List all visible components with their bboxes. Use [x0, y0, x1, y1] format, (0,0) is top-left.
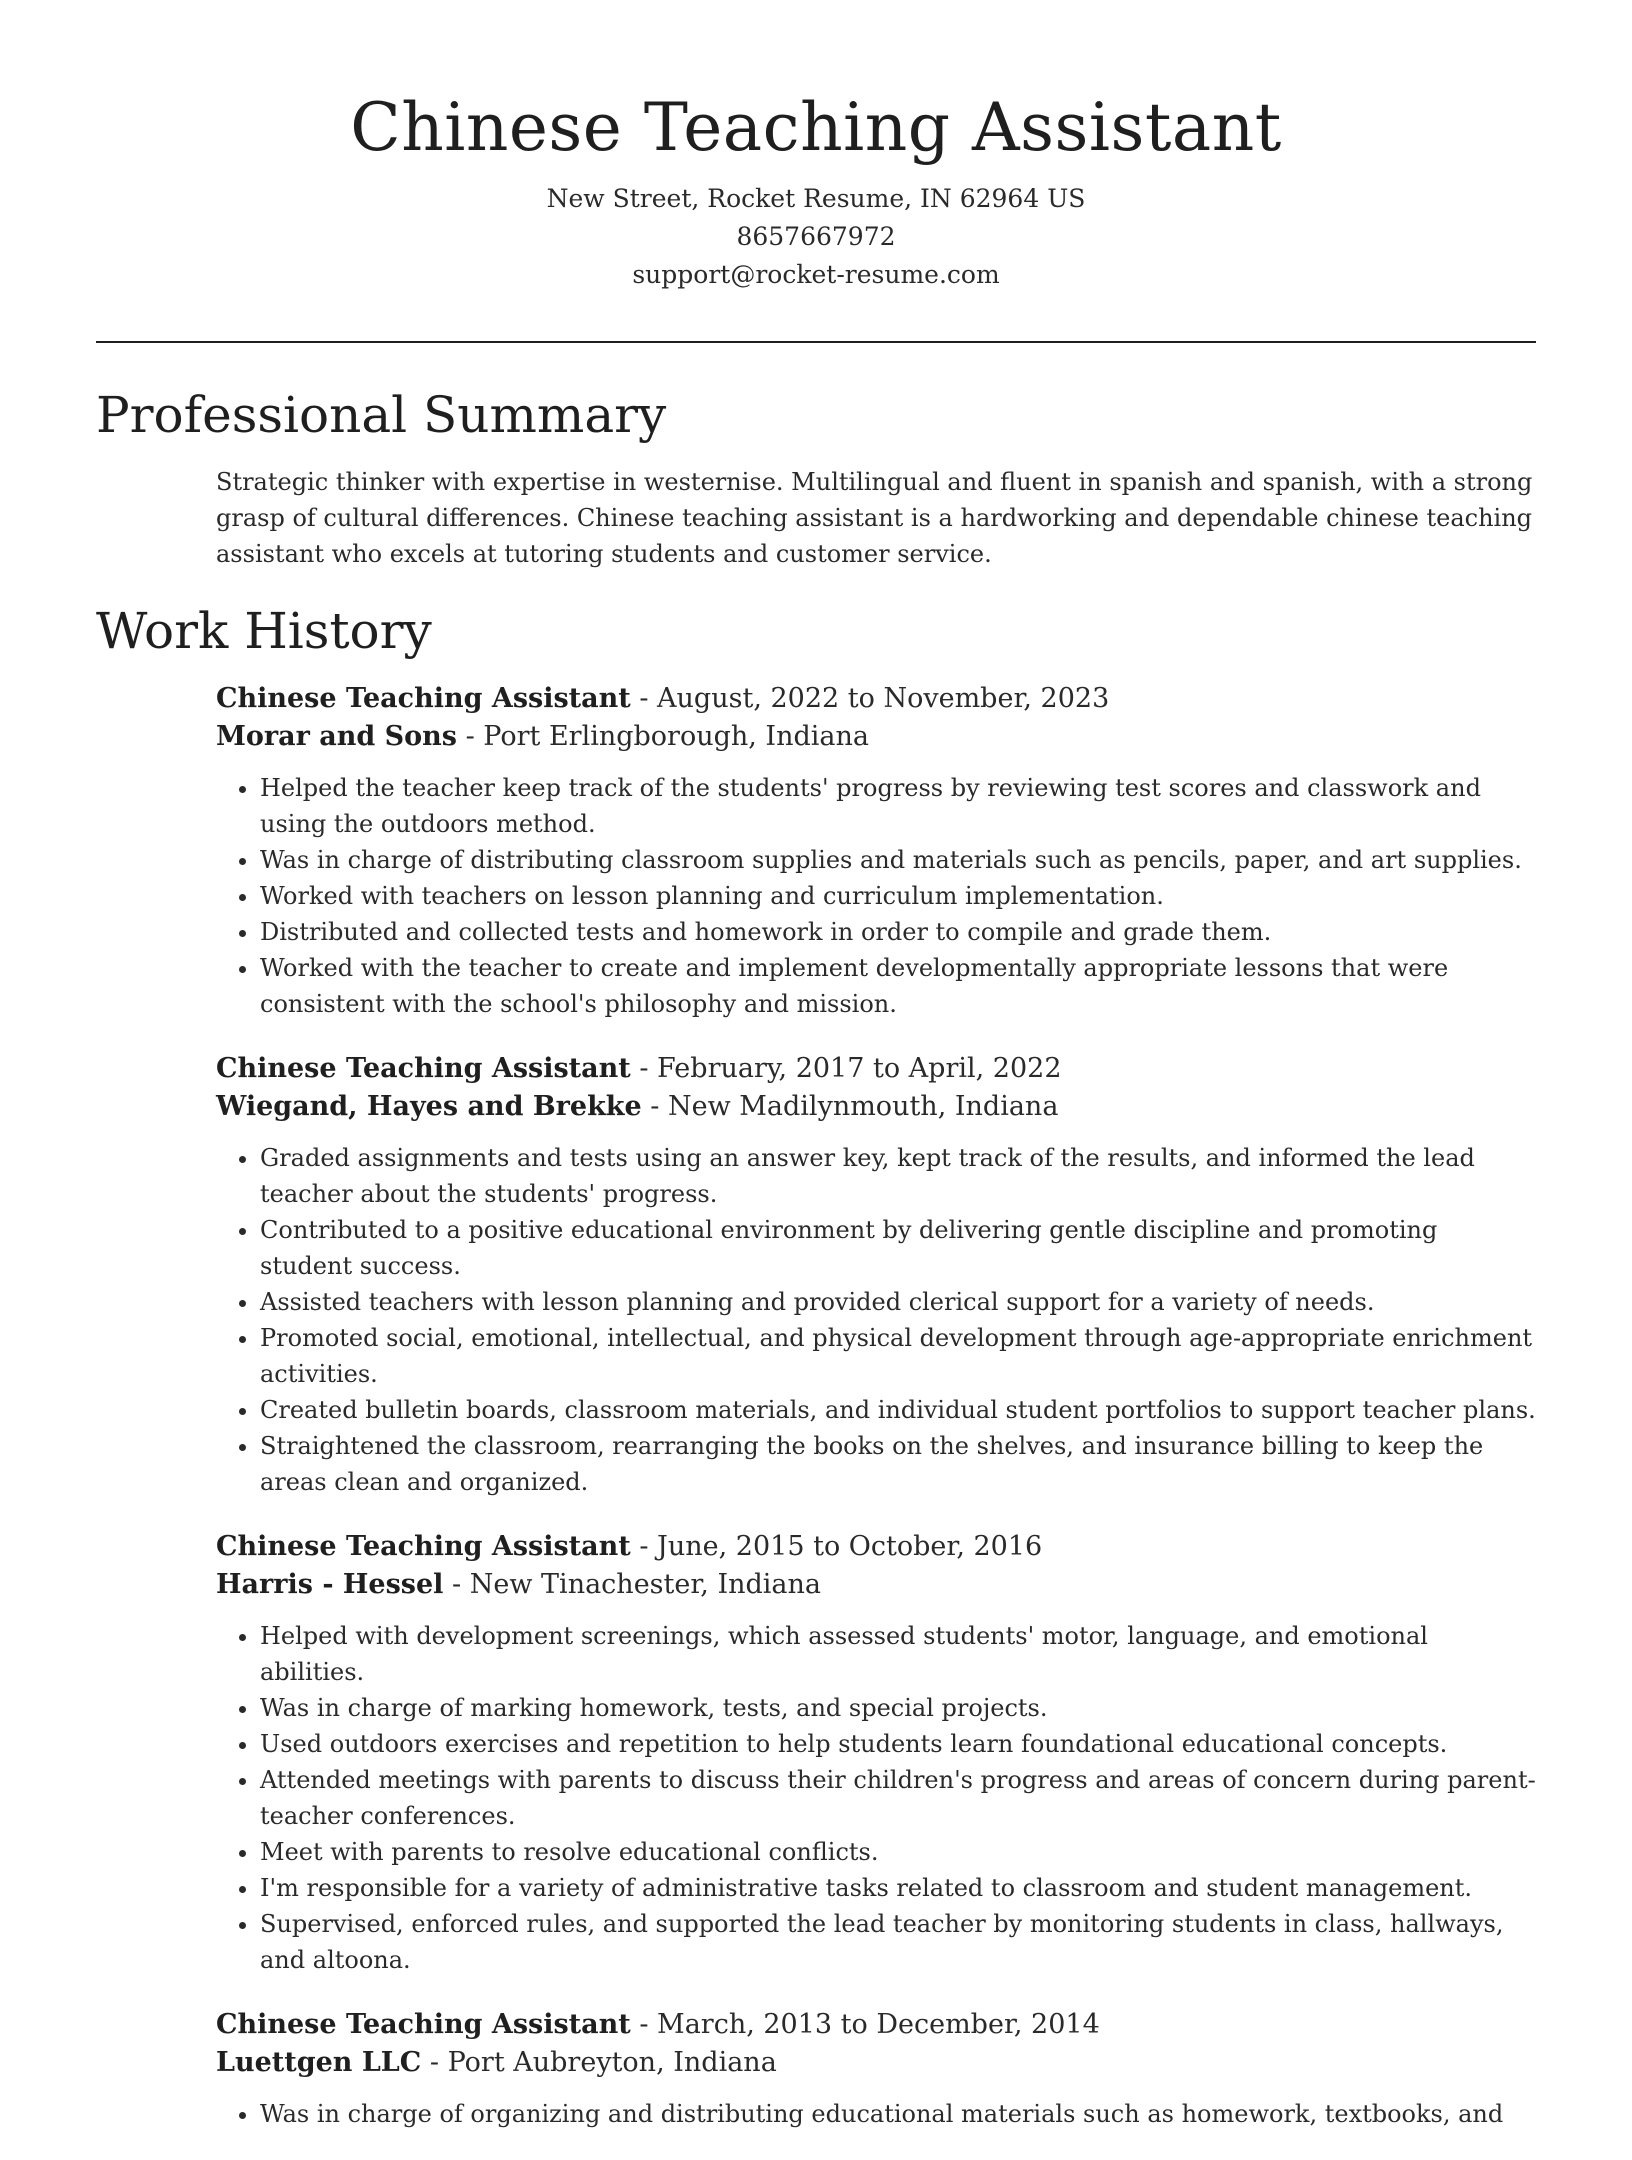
summary-text: Strategic thinker with expertise in westernise. Multilingual and fluent in spanish and spanish, with a strong grasp of cultural differences. Chinese teaching assistant is a hardworking and dependable chinese teaching assistant who excels at tutoring students and customer service. [216, 468, 1533, 568]
job-duties [216, 1140, 1536, 1500]
contact-email: support@rocket-resume.com [632, 260, 1000, 289]
job-duty: • Used outdoors exercises and repetition to help students learn foundational educational concepts. [260, 1726, 1536, 1762]
job-title: Chinese Teaching Assistant [216, 1053, 631, 1084]
job-dates: August, 2022 to November, 2023 [657, 683, 1110, 714]
job-duty: • Assisted teachers with lesson planning and provided clerical support for a variety of needs. [260, 1284, 1536, 1320]
resume-header [0, 0, 1632, 294]
work-history-list [216, 680, 1536, 2132]
job-duty: • Graded assignments and tests using an answer key, kept track of the results, and informed the lead teacher about the students' progress. [260, 1140, 1536, 1212]
job-dates: February, 2017 to April, 2022 [657, 1053, 1062, 1084]
job-location: Port Erlingborough, Indiana [483, 721, 869, 752]
job-title: Chinese Teaching Assistant [216, 683, 631, 714]
job-entry [216, 1528, 1536, 1978]
job-title: Chinese Teaching Assistant [216, 2009, 631, 2040]
work-history-heading: Work History [96, 602, 432, 660]
job-dates: March, 2013 to December, 2014 [657, 2009, 1100, 2040]
job-company-line: Harris - Hessel - New Tinachester, Indiana [216, 1569, 822, 1600]
job-duties [216, 2096, 1536, 2132]
job-duty: • I'm responsible for a variety of administrative tasks related to classroom and student management. [260, 1870, 1536, 1906]
job-duty: • Distributed and collected tests and homework in order to compile and grade them. [260, 914, 1536, 950]
job-company: Morar and Sons [216, 721, 457, 752]
job-title-line: Chinese Teaching Assistant - June, 2015 to October, 2016 [216, 1531, 1043, 1562]
job-duty: • Straightened the classroom, rearranging the books on the shelves, and insurance billing to keep the areas clean and organized. [260, 1428, 1536, 1500]
contact-address: New Street, Rocket Resume, IN 62964 US [546, 184, 1086, 213]
summary-heading: Professional Summary [96, 386, 667, 444]
job-duty: • Worked with teachers on lesson planning and curriculum implementation. [260, 878, 1536, 914]
job-title-line: Chinese Teaching Assistant - August, 2022 to November, 2023 [216, 683, 1110, 714]
resume-name: Chinese Teaching Assistant [350, 89, 1282, 166]
job-duty: • Helped the teacher keep track of the students' progress by reviewing test scores and classwork and using the outdoors method. [260, 770, 1536, 842]
job-company: Harris - Hessel [216, 1569, 444, 1600]
contact-block [0, 180, 1632, 294]
job-dates: June, 2015 to October, 2016 [657, 1531, 1043, 1562]
job-duty: • Supervised, enforced rules, and supported the lead teacher by monitoring students in class, hallways, and altoona. [260, 1906, 1536, 1978]
job-location: New Tinachester, Indiana [469, 1569, 822, 1600]
job-entry [216, 680, 1536, 1022]
job-company-line: Morar and Sons - Port Erlingborough, Indiana [216, 721, 869, 752]
job-duty: • Contributed to a positive educational environment by delivering gentle discipline and promoting student success. [260, 1212, 1536, 1284]
job-duty: • Was in charge of distributing classroom supplies and materials such as pencils, paper, and art supplies. [260, 842, 1536, 878]
job-company: Luettgen LLC [216, 2047, 422, 2078]
job-title-line: Chinese Teaching Assistant - March, 2013 to December, 2014 [216, 2009, 1100, 2040]
job-entry [216, 1050, 1536, 1500]
job-company-line: Wiegand, Hayes and Brekke - New Madilynmouth, Indiana [216, 1091, 1059, 1122]
job-location: Port Aubreyton, Indiana [447, 2047, 777, 2078]
job-duty: • Helped with development screenings, which assessed students' motor, language, and emotional abilities. [260, 1618, 1536, 1690]
resume-content [96, 378, 1536, 2160]
job-entry [216, 2006, 1536, 2132]
job-title: Chinese Teaching Assistant [216, 1531, 631, 1562]
header-divider [96, 341, 1536, 343]
job-duty: • Promoted social, emotional, intellectual, and physical development through age-appropriate enrichment activities. [260, 1320, 1536, 1392]
job-duty: • Was in charge of organizing and distributing educational materials such as homework, textbooks, and [260, 2096, 1536, 2132]
job-duty: • Worked with the teacher to create and implement developmentally appropriate lessons that were consistent with the school's philosophy and mission. [260, 950, 1536, 1022]
job-title-line: Chinese Teaching Assistant - February, 2017 to April, 2022 [216, 1053, 1062, 1084]
job-duties [216, 1618, 1536, 1978]
job-location: New Madilynmouth, Indiana [667, 1091, 1059, 1122]
job-duty: • Meet with parents to resolve educational conflicts. [260, 1834, 1536, 1870]
job-duty: • Created bulletin boards, classroom materials, and individual student portfolios to support teacher plans. [260, 1392, 1536, 1428]
job-duties [216, 770, 1536, 1022]
job-company: Wiegand, Hayes and Brekke [216, 1091, 642, 1122]
job-company-line: Luettgen LLC - Port Aubreyton, Indiana [216, 2047, 777, 2078]
job-duty: • Attended meetings with parents to discuss their children's progress and areas of concern during parent-teacher conferences. [260, 1762, 1536, 1834]
contact-phone: 8657667972 [736, 222, 896, 251]
job-duty: • Was in charge of marking homework, tests, and special projects. [260, 1690, 1536, 1726]
